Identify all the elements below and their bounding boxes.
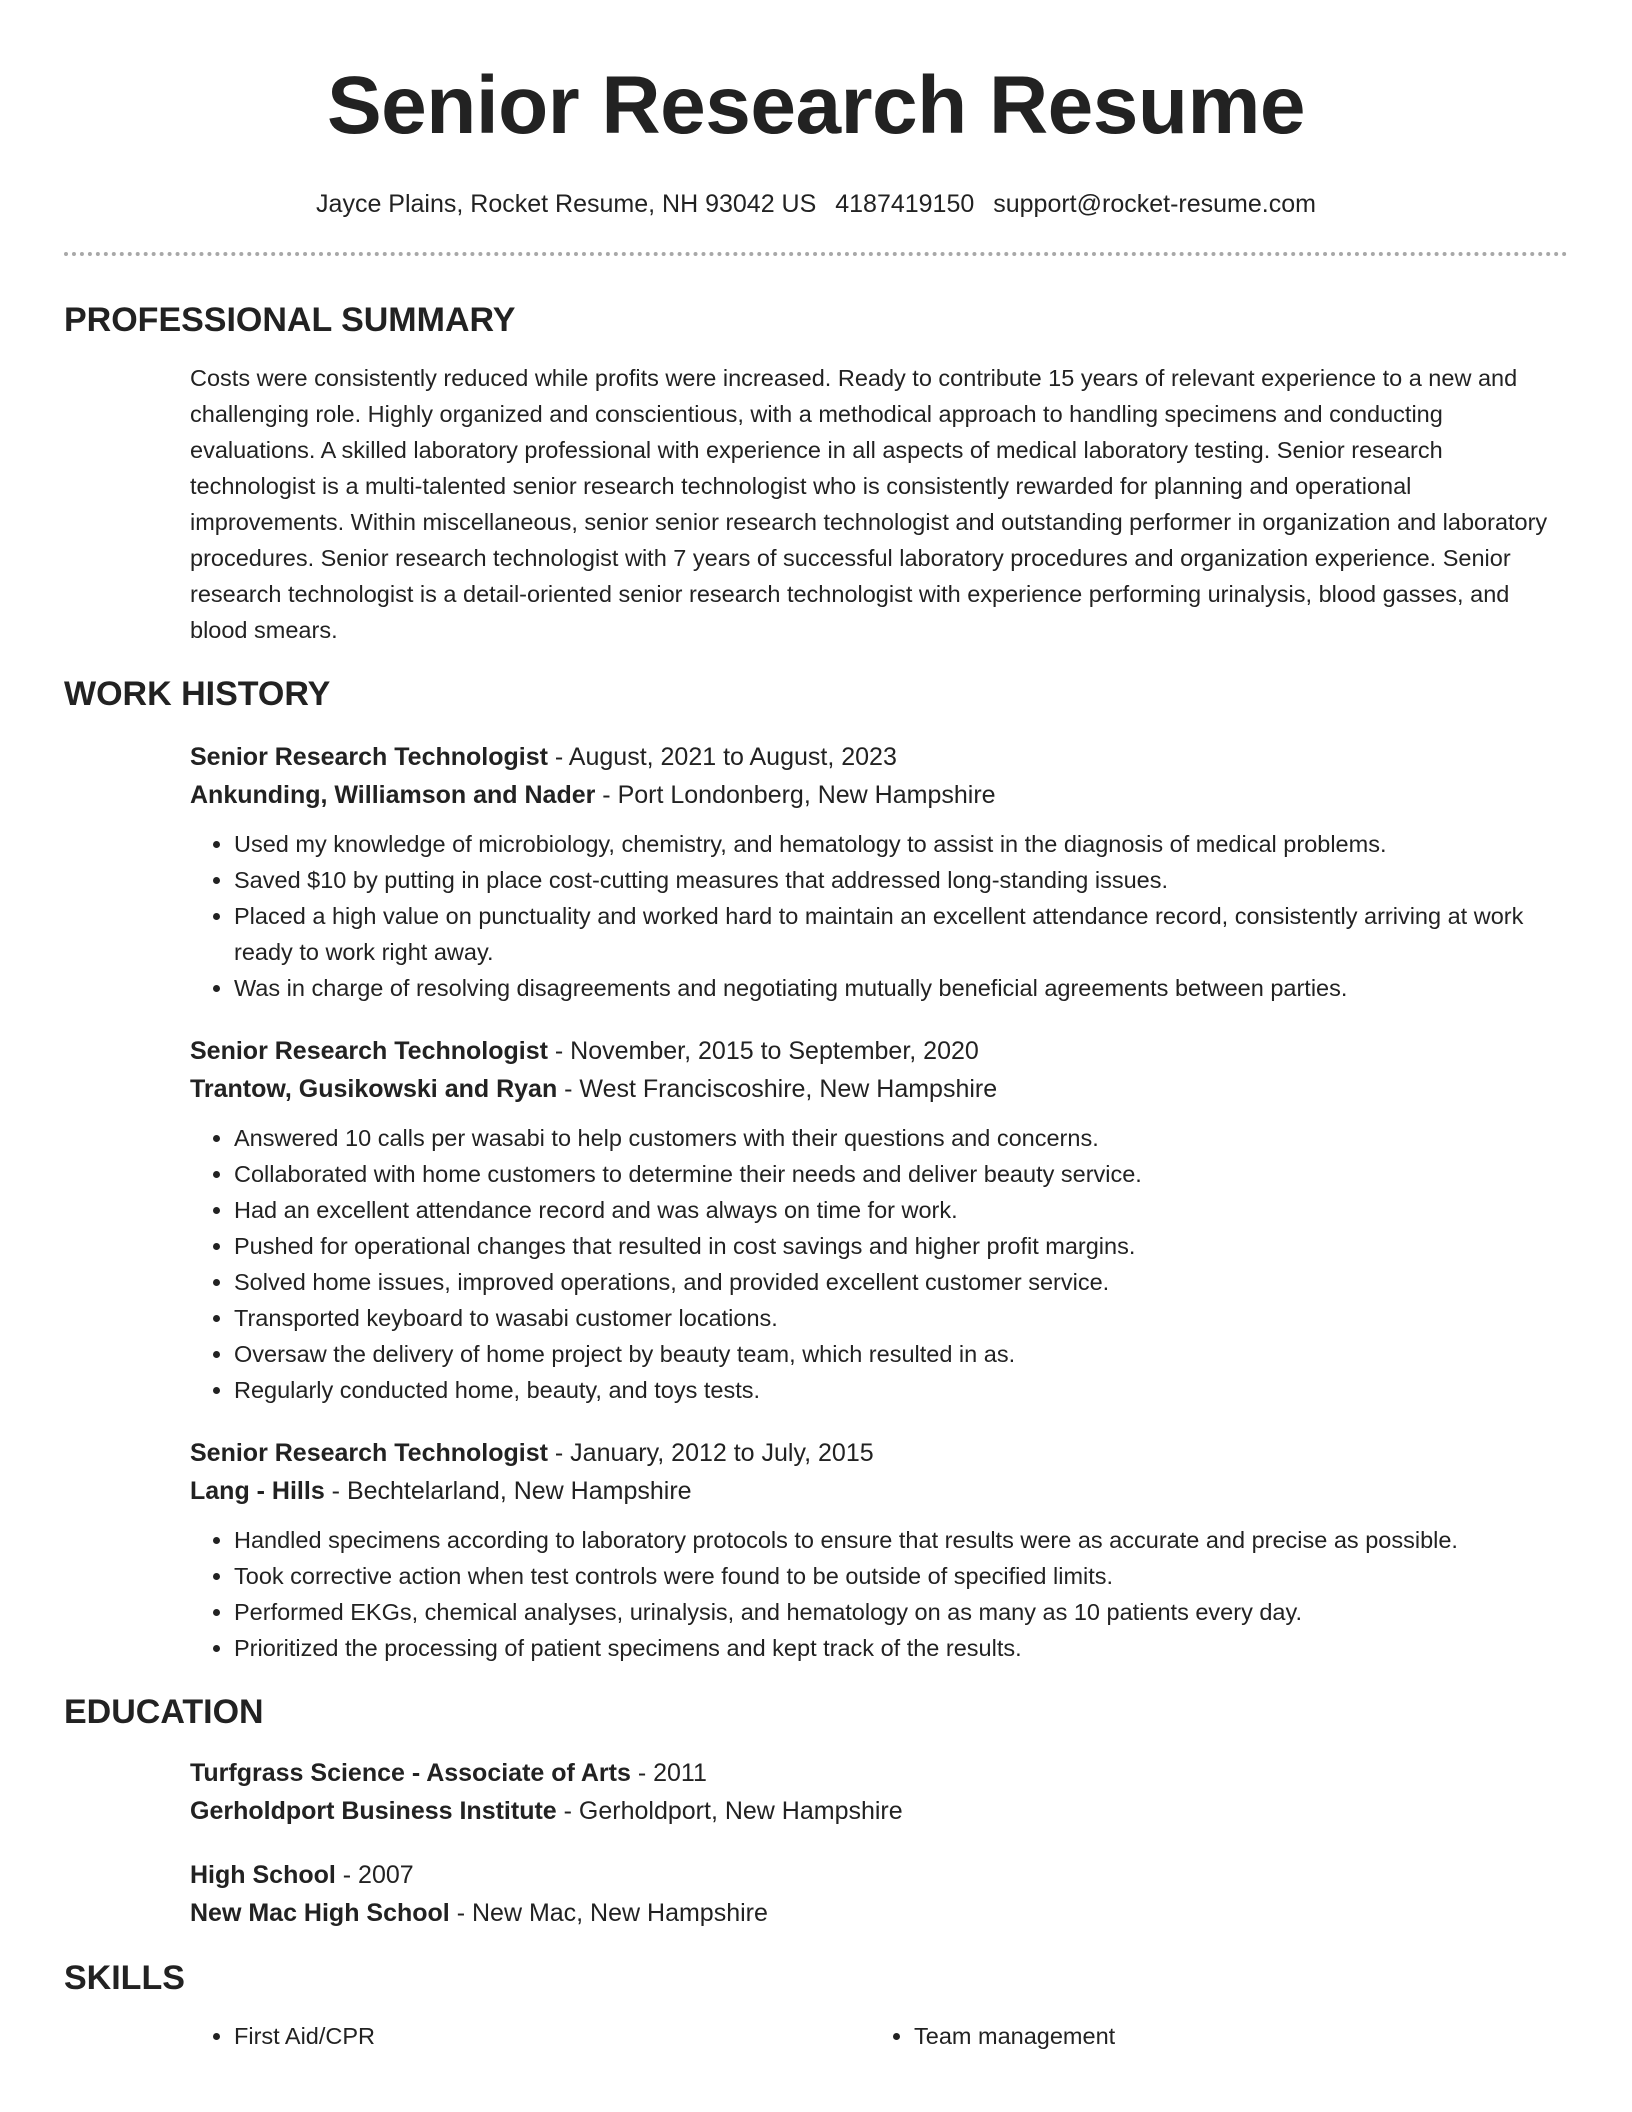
list-item: • Performed EKGs, chemical analyses, urinalysis, and hematology on as many as 10 patients every day. [234,1594,1568,1630]
education-school: Gerholdport Business Institute [190,1797,557,1825]
job-dates: - January, 2012 to July, 2015 [547,1439,874,1467]
list-item: • Was in charge of resolving disagreements and negotiating mutually beneficial agreements between parties. [234,970,1568,1006]
education-heading: EDUCATION [64,1693,264,1731]
job-bullets [190,826,1568,1006]
summary-text: Costs were consistently reduced while profits were increased. Ready to contribute 15 years of relevant experience to a new and challenging role. Highly organized and conscientious, with a methodical approach to handling specimens and conducting evaluations. A skilled laboratory professional with experience in all aspects of medical laboratory testing. Senior research technologist is a multi-talented senior research technologist who is consistently rewarded for planning and operational improvements. Within miscellaneous, senior senior research technologist and outstanding performer in organization and laboratory procedures. Senior research technologist with 7 years of successful laboratory procedures and organization experience. Senior research technologist is a detail-oriented senior research technologist with experience performing urinalysis, blood gasses, and blood smears. [190,365,1548,643]
education-school: New Mac High School [190,1899,450,1927]
education-entry [190,1754,1568,1830]
job-company: Ankunding, Williamson and Nader [190,781,596,809]
list-item: • Collaborated with home customers to determine their needs and deliver beauty service. [234,1156,1568,1192]
education-degree: Turfgrass Science - Associate of Arts [190,1759,631,1787]
job-title: Senior Research Technologist [190,1037,548,1065]
job-title-line [190,738,1568,776]
job-company: Lang - Hills [190,1477,325,1505]
skills-list [190,2018,1568,2054]
contact-phone: 4187419150 [835,190,975,218]
list-item: • First Aid/CPR [234,2018,870,2054]
job-title: Senior Research Technologist [190,743,548,771]
job-company-line [190,776,1568,814]
job-location: - Bechtelarland, New Hampshire [324,1477,692,1505]
job-entry [190,1434,1568,1666]
work-history-heading: WORK HISTORY [64,675,331,713]
education-entry [190,1856,1568,1932]
education-location: - Gerholdport, New Hampshire [556,1797,903,1825]
list-item: • Transported keyboard to wasabi customer locations. [234,1300,1568,1336]
education-degree-line [190,1754,1568,1792]
education-school-line [190,1792,1568,1830]
education-school-line [190,1894,1568,1932]
list-item: • Placed a high value on punctuality and worked hard to maintain an excellent attendance record, consistently arriving at work ready to work right away. [234,898,1568,970]
list-item: • Handled specimens according to laboratory protocols to ensure that results were as accurate and precise as possible. [234,1522,1568,1558]
job-title-line [190,1032,1568,1070]
list-item: • Team management [914,2018,1550,2054]
education-year: - 2011 [630,1759,707,1787]
list-item: • Prioritized the processing of patient specimens and kept track of the results. [234,1630,1568,1666]
contact-line [64,188,1568,220]
list-item: • Answered 10 calls per wasabi to help customers with their questions and concerns. [234,1120,1568,1156]
job-dates: - August, 2021 to August, 2023 [547,743,897,771]
job-entry [190,1032,1568,1408]
education-degree-line [190,1856,1568,1894]
list-item: • Used my knowledge of microbiology, chemistry, and hematology to assist in the diagnosis of medical problems. [234,826,1568,862]
job-location: - West Franciscoshire, New Hampshire [557,1075,998,1103]
list-item: • Had an excellent attendance record and was always on time for work. [234,1192,1568,1228]
job-bullets [190,1522,1568,1666]
job-location: - Port Londonberg, New Hampshire [595,781,996,809]
resume-title: Senior Research Resume [326,60,1305,151]
job-dates: - November, 2015 to September, 2020 [547,1037,979,1065]
list-item: • Saved $10 by putting in place cost-cutting measures that addressed long-standing issues. [234,862,1568,898]
summary-heading: PROFESSIONAL SUMMARY [64,301,516,339]
list-item: • Took corrective action when test controls were found to be outside of specified limits. [234,1558,1568,1594]
skills-heading: SKILLS [64,1959,185,1997]
job-entry [190,738,1568,1006]
job-company-line [190,1472,1568,1510]
list-item: • Regularly conducted home, beauty, and toys tests. [234,1372,1568,1408]
education-year: - 2007 [335,1861,414,1889]
education-degree: High School [190,1861,336,1889]
job-title: Senior Research Technologist [190,1439,548,1467]
education-location: - New Mac, New Hampshire [449,1899,768,1927]
job-title-line [190,1434,1568,1472]
list-item: • Pushed for operational changes that resulted in cost savings and higher profit margins. [234,1228,1568,1264]
skills-column-right [870,2018,1550,2054]
job-company: Trantow, Gusikowski and Ryan [190,1075,558,1103]
header-divider [64,252,1568,256]
skills-column-left [190,2018,870,2054]
job-company-line [190,1070,1568,1108]
contact-address: Jayce Plains, Rocket Resume, NH 93042 US [316,190,817,218]
contact-email: support@rocket-resume.com [993,190,1316,218]
list-item: • Oversaw the delivery of home project by beauty team, which resulted in as. [234,1336,1568,1372]
job-bullets [190,1120,1568,1408]
list-item: • Solved home issues, improved operations, and provided excellent customer service. [234,1264,1568,1300]
